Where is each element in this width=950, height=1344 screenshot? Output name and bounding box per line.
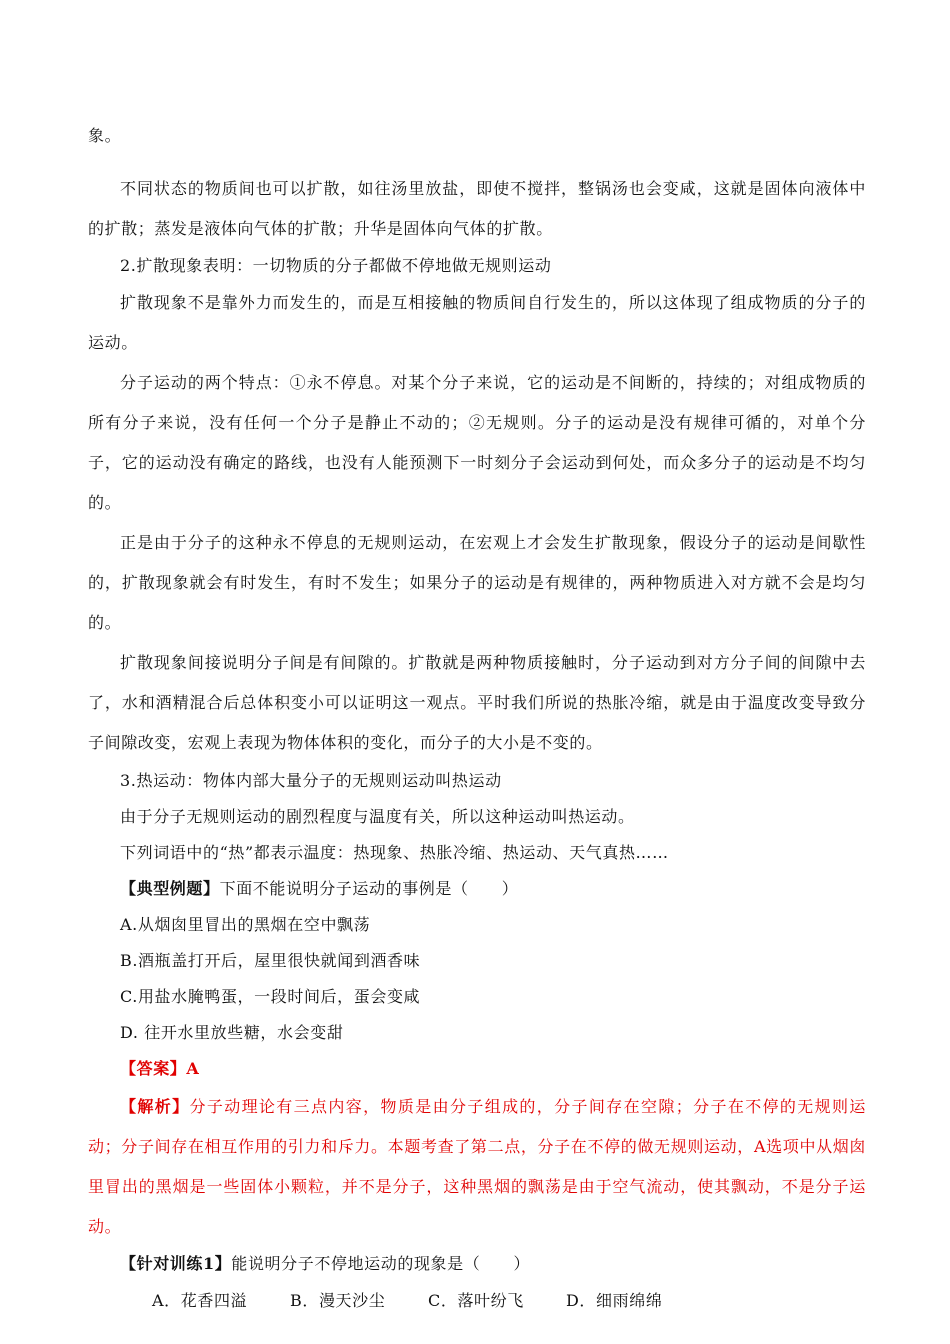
example-answer [88, 1051, 866, 1087]
training-question-text: 能说明分子不停地运动的现象是（ ） [231, 1254, 531, 1273]
analysis-tag: 【解析】 [120, 1097, 190, 1116]
training-question [88, 1247, 866, 1281]
paragraph-molecular-gaps: 扩散现象间接说明分子间是有间隙的。扩散就是两种物质接触时，分子运动到对方分子间的间隙中去了，水和酒精混合后总体积变小可以证明这一观点。平时我们所说的热胀冷缩，就是由于温度改变导致分子间隙改变，宏观上表现为物体体积的变化，而分子的大小是不变的。 [88, 653, 866, 752]
training-choice-c: C．落叶纷飞 [428, 1291, 524, 1310]
paragraph-diffusion-states: 不同状态的物质间也可以扩散，如往汤里放盐，即使不搅拌，整锅汤也会变咸，这就是固体向液体中的扩散；蒸发是液体向气体的扩散；升华是固体向气体的扩散。 [88, 179, 866, 238]
example-option-c: C.用盐水腌鸭蛋，一段时间后，蛋会变咸 [120, 987, 421, 1006]
example-analysis [88, 1087, 866, 1247]
paragraph-heat-words: 下列词语中的“热”都表示温度：热现象、热胀冷缩、热运动、天气真热…… [120, 843, 669, 862]
example-option-d: D. 往开水里放些糖，水会变甜 [120, 1023, 344, 1042]
paragraph-continuation: 象。 [88, 126, 122, 145]
example-tag: 【典型例题】 [120, 879, 220, 898]
document-page [88, 124, 866, 1321]
analysis-text: 分子动理论有三点内容，物质是由分子组成的，分子间存在空隙；分子在不停的无规则运动；分子间存在相互作用的引力和斥力。本题考查了第二点，分子在不停的做无规则运动，A选项中从烟囱里冒出的黑烟是一些固体小颗粒，并不是分子，这种黑烟的飘荡是由于空气流动，使其飘动，不是分子运动。 [88, 1097, 866, 1236]
paragraph-motion-features: 分子运动的两个特点：①永不停息。对某个分子来说，它的运动是不间断的，持续的；对组成物质的所有分子来说，没有任何一个分子是静止不动的；②无规则。分子的运动是没有规律可循的，对单个分子，它的运动没有确定的路线，也没有人能预测下一时刻分子会运动到何处，而众多分子的运动是不均匀的。 [88, 373, 866, 512]
training-choice-a: A．花香四溢 [152, 1291, 248, 1310]
example-question-text: 下面不能说明分子运动的事例是（ ） [219, 879, 519, 898]
example-option-a: A.从烟囱里冒出的黑烟在空中飘荡 [120, 915, 371, 934]
answer-value: A [186, 1059, 200, 1078]
paragraph-diffusion-self: 扩散现象不是靠外力而发生的，而是互相接触的物质间自行发生的，所以这体现了组成物质的分子的运动。 [88, 293, 866, 352]
example-option-b: B.酒瓶盖打开后，屋里很快就闻到酒香味 [120, 951, 421, 970]
example-question [88, 871, 866, 907]
heading-diffusion-meaning: 2.扩散现象表明：一切物质的分子都做不停地做无规则运动 [120, 256, 552, 275]
training-choice-b: B．漫天沙尘 [290, 1291, 386, 1310]
heading-thermal-motion: 3.热运动：物体内部大量分子的无规则运动叫热运动 [120, 771, 502, 790]
paragraph-irregular-motion: 正是由于分子的这种永不停息的无规则运动，在宏观上才会发生扩散现象，假设分子的运动是间歇性的，扩散现象就会有时发生，有时不发生；如果分子的运动是有规律的，两种物质进入对方就不会是均匀的。 [88, 533, 866, 632]
training-tag: 【针对训练1】 [120, 1254, 232, 1273]
training-choices [88, 1281, 866, 1321]
training-choice-d: D．细雨绵绵 [566, 1291, 663, 1310]
answer-tag: 【答案】 [120, 1059, 187, 1078]
paragraph-thermal-reason: 由于分子无规则运动的剧烈程度与温度有关，所以这种运动叫热运动。 [120, 807, 635, 826]
